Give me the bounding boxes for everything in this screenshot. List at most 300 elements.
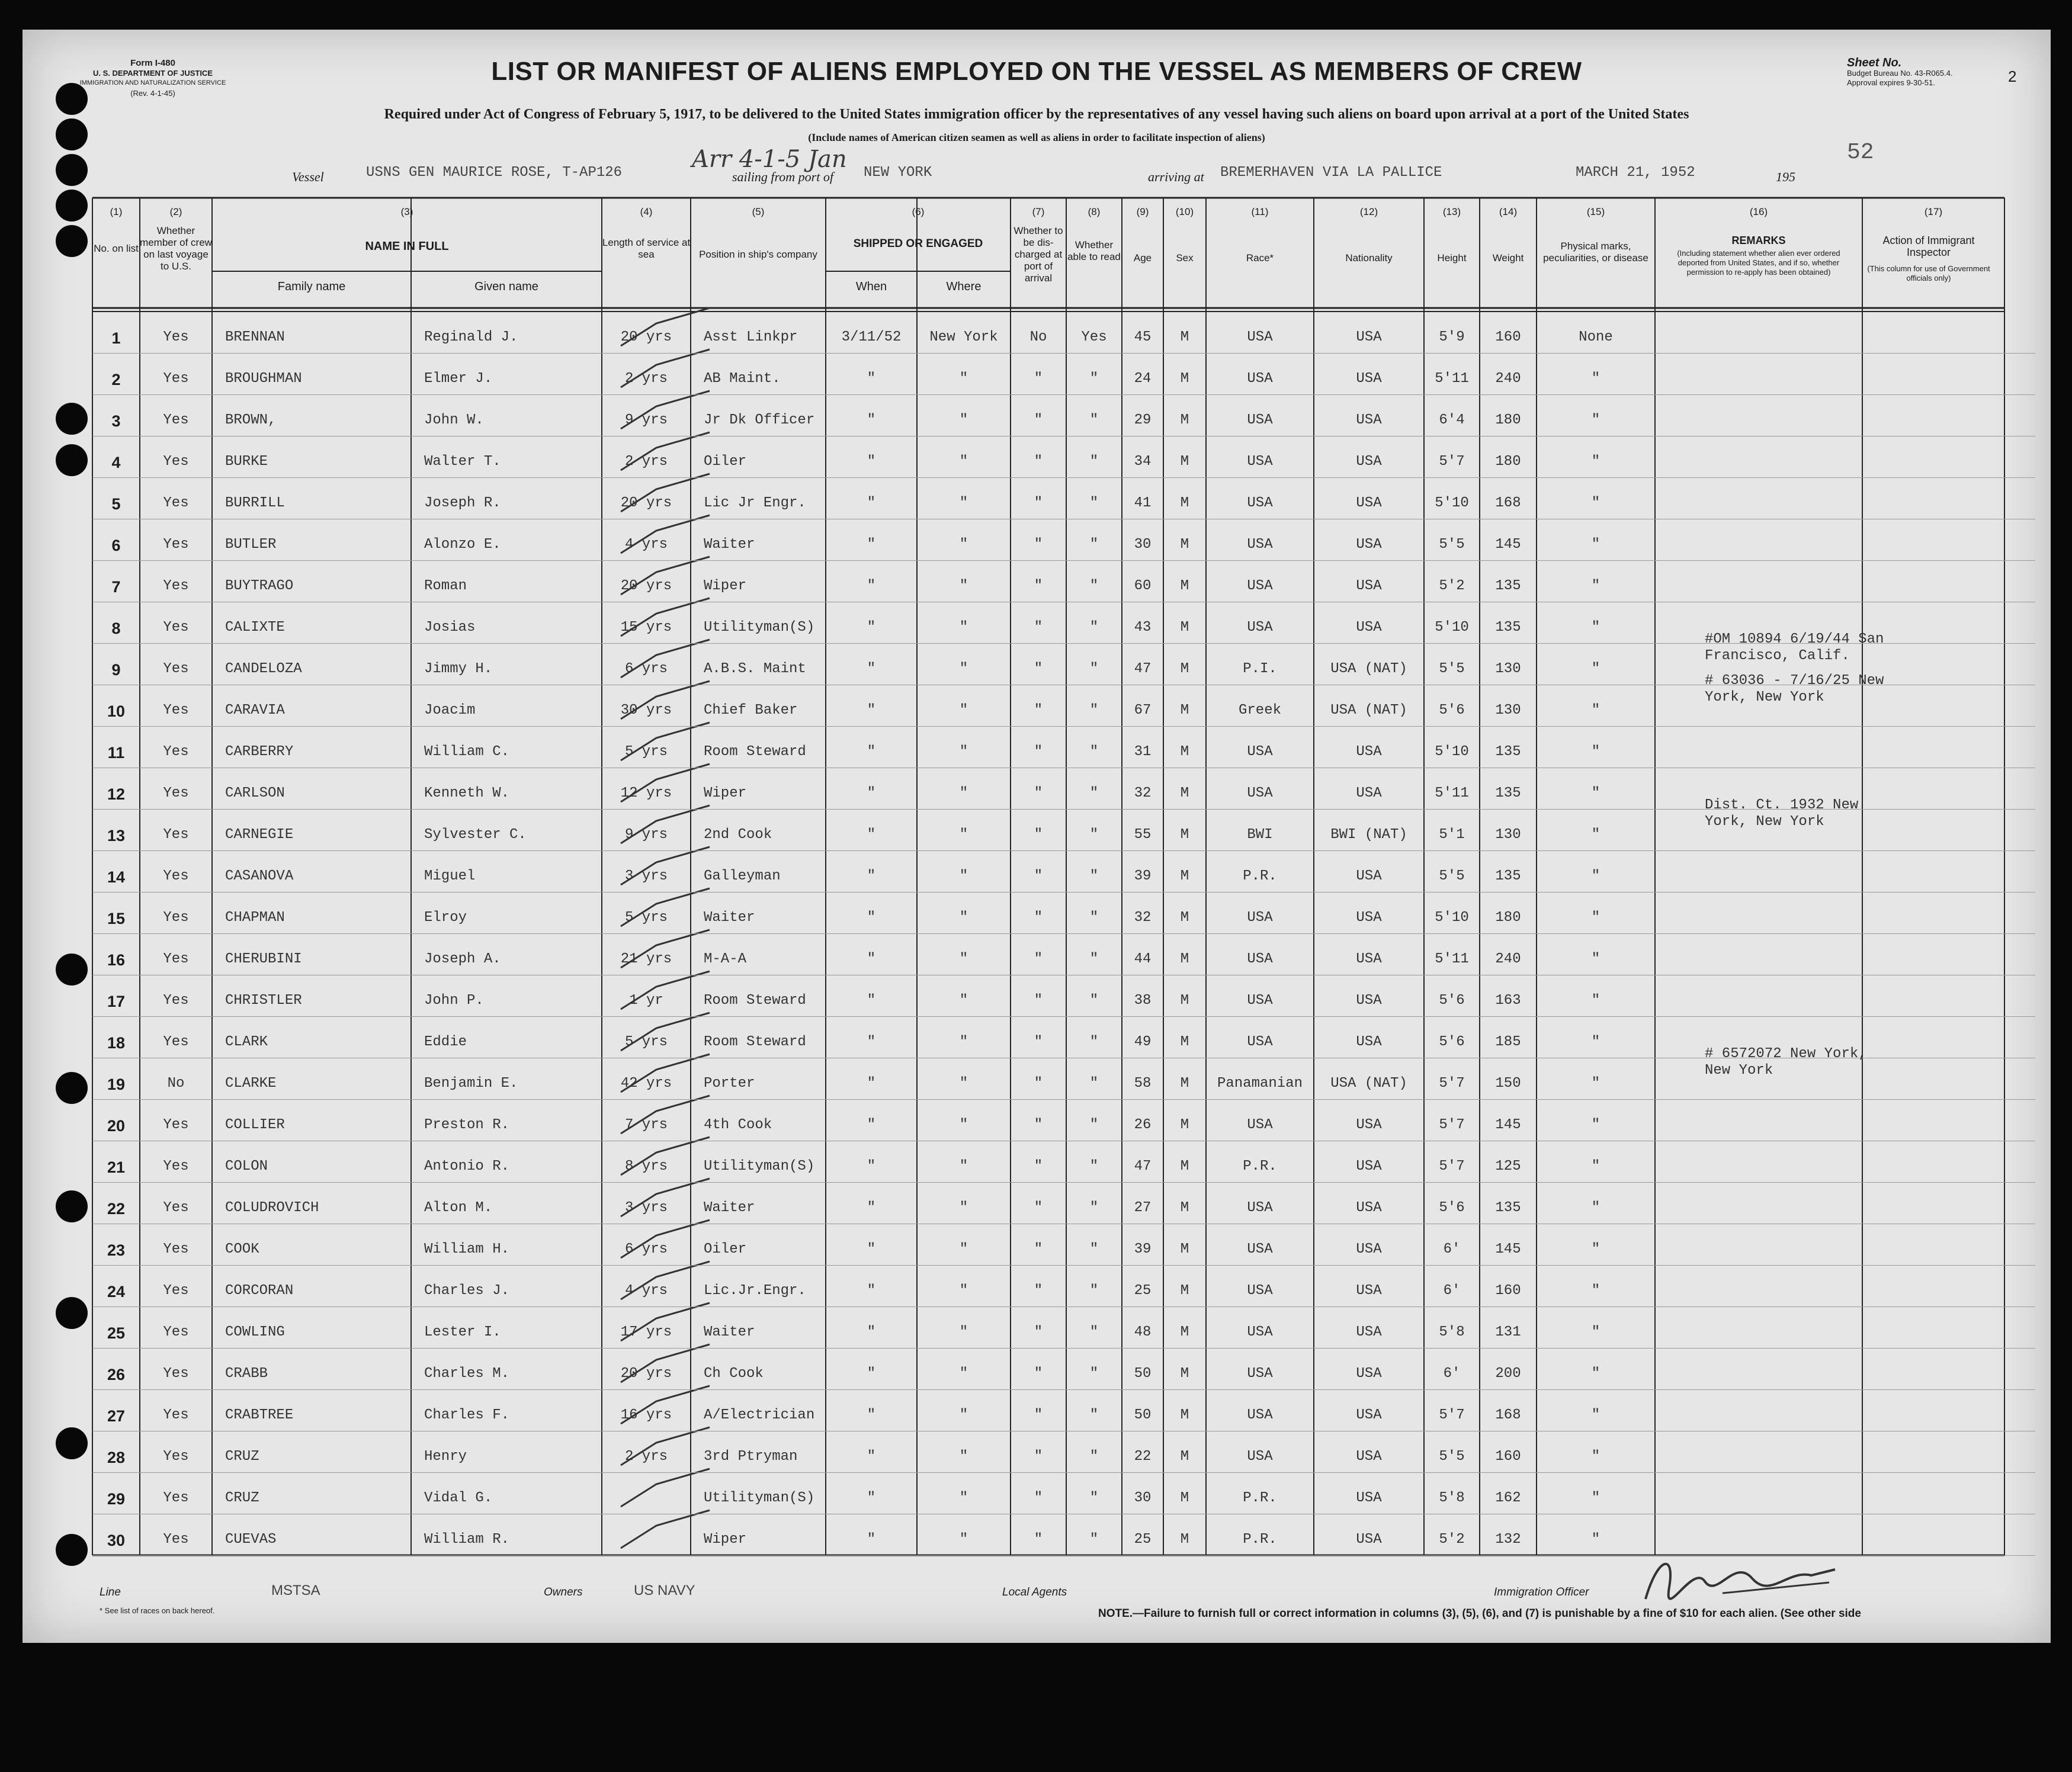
cell-position: Lic.Jr.Engr. (704, 1283, 806, 1299)
manifest-page (23, 30, 2051, 1643)
cell-last: No (167, 1076, 185, 1092)
cell-no: 30 (107, 1532, 126, 1549)
cell-no: 10 (107, 702, 126, 720)
cell-nat: USA (1356, 868, 1382, 884)
owners-label: Owners (544, 1586, 583, 1598)
cell-weight: 160 (1495, 329, 1521, 345)
cell-service: 4 yrs (624, 1283, 668, 1299)
cell-position: Waiter (704, 1324, 755, 1340)
cell-disch: " (1034, 1034, 1043, 1050)
vessel-name: USNS GEN MAURICE ROSE, T-AP126 (366, 165, 623, 181)
cell-weight: 125 (1495, 1158, 1521, 1174)
cell-last: Yes (163, 1117, 189, 1133)
cell-sex: M (1180, 1449, 1189, 1465)
cell-race: USA (1247, 495, 1273, 511)
cell-age: 50 (1134, 1366, 1152, 1382)
cell-marks: None (1579, 329, 1613, 345)
cell-last: Yes (163, 910, 189, 926)
cell-when: " (867, 371, 876, 387)
column-number: (3) (400, 206, 413, 217)
cell-when: " (867, 1449, 876, 1465)
cell-height: 5'7 (1439, 1117, 1465, 1133)
column-number: (4) (640, 206, 653, 217)
cell-position: Room Steward (704, 1034, 806, 1050)
cell-read: " (1089, 827, 1099, 843)
cell-when: " (867, 993, 876, 1009)
row-divider (92, 892, 2035, 893)
cell-disch: " (1034, 1449, 1043, 1465)
cell-no: 1 (111, 329, 121, 347)
cell-marks: " (1591, 1158, 1600, 1174)
cell-read: " (1089, 1366, 1099, 1382)
cell-read: " (1089, 1407, 1099, 1423)
cell-service: 8 yrs (624, 1158, 668, 1174)
hdr-action-sub: (This column for use of Government officials only) (1867, 264, 1990, 283)
cell-race: P.R. (1243, 868, 1277, 884)
cell-read: " (1089, 785, 1099, 801)
cell-read: " (1089, 1158, 1099, 1174)
cell-disch: " (1034, 951, 1043, 967)
cell-sex: M (1180, 868, 1189, 884)
cell-given: Charles F. (424, 1407, 510, 1423)
cell-height: 5'2 (1439, 1532, 1465, 1548)
cell-family: COLLIER (225, 1117, 285, 1133)
cell-given: Elroy (424, 910, 467, 926)
cell-given: Jimmy H. (424, 661, 493, 677)
cell-disch: " (1034, 1158, 1043, 1174)
cell-where: " (959, 1366, 968, 1382)
cell-nat: USA (1356, 495, 1382, 511)
cell-read: " (1089, 495, 1099, 511)
column-number: (5) (752, 206, 765, 217)
cell-family: CRABTREE (225, 1407, 294, 1423)
hdr-last-voyage: Whether member of crew on last voyage to U.S. (140, 225, 212, 272)
cell-service: 42 yrs (620, 1076, 672, 1092)
cell-when: " (867, 1532, 876, 1548)
cell-nat: USA (1356, 1449, 1382, 1465)
cell-marks: " (1591, 1366, 1600, 1382)
cell-no: 14 (107, 868, 126, 886)
cell-age: 39 (1134, 868, 1152, 884)
cell-read: " (1089, 744, 1099, 760)
hdr-height: Height (1437, 252, 1467, 264)
cell-read: " (1089, 1532, 1099, 1548)
cell-family: COWLING (225, 1324, 285, 1340)
cell-marks: " (1591, 702, 1600, 718)
cell-age: 32 (1134, 910, 1152, 926)
cell-marks: " (1591, 827, 1600, 843)
column-number: (7) (1032, 206, 1045, 217)
cell-nat: USA (1356, 1490, 1382, 1506)
cell-position: AB Maint. (704, 371, 781, 387)
column-number: (9) (1136, 206, 1149, 217)
cell-marks: " (1591, 993, 1600, 1009)
cell-family: CHRISTLER (225, 993, 302, 1009)
cell-sex: M (1180, 827, 1189, 843)
cell-disch: " (1034, 1490, 1043, 1506)
cell-service: 4 yrs (624, 537, 668, 553)
cell-marks: " (1591, 1200, 1600, 1216)
cell-nat: USA (1356, 785, 1382, 801)
cell-height: 5'10 (1435, 744, 1469, 760)
cell-read: Yes (1081, 329, 1107, 345)
cell-when: " (867, 702, 876, 718)
cell-age: 41 (1134, 495, 1152, 511)
cell-family: CRUZ (225, 1449, 259, 1465)
cell-when: " (867, 1200, 876, 1216)
cell-when: " (867, 1158, 876, 1174)
cell-disch: " (1034, 371, 1043, 387)
cell-when: " (867, 1283, 876, 1299)
cell-disch: " (1034, 993, 1043, 1009)
cell-sex: M (1180, 1117, 1189, 1133)
cell-sex: M (1180, 1283, 1189, 1299)
cell-age: 27 (1134, 1200, 1152, 1216)
budget-line-1: Budget Bureau No. 43-R065.4. (1847, 69, 1953, 78)
cell-weight: 145 (1495, 1241, 1521, 1257)
cell-age: 60 (1134, 578, 1152, 594)
cell-given: Lester I. (424, 1324, 501, 1340)
cell-sex: M (1180, 1366, 1189, 1382)
cell-race: USA (1247, 1407, 1273, 1423)
hdr-sex: Sex (1176, 252, 1194, 264)
cell-service: 20 yrs (620, 329, 672, 345)
cell-when: " (867, 454, 876, 470)
cell-nat: USA (1356, 993, 1382, 1009)
cell-given: John P. (424, 993, 484, 1009)
cell-read: " (1089, 1283, 1099, 1299)
cell-sex: M (1180, 495, 1189, 511)
cell-family: CRUZ (225, 1490, 259, 1506)
cell-age: 39 (1134, 1241, 1152, 1257)
cell-where: " (959, 1200, 968, 1216)
cell-service: 20 yrs (620, 495, 672, 511)
cell-given: Walter T. (424, 454, 501, 470)
cell-nat: USA (1356, 619, 1382, 635)
cell-last: Yes (163, 1200, 189, 1216)
sheet-block (1847, 58, 1953, 88)
cell-marks: " (1591, 785, 1600, 801)
cell-age: 58 (1134, 1076, 1152, 1092)
cell-sex: M (1180, 578, 1189, 594)
punch-hole (56, 1072, 88, 1104)
hdr-physical: Physical marks, peculiarities, or disease (1543, 240, 1648, 264)
cell-height: 5'8 (1439, 1324, 1465, 1340)
cell-remarks: #OM 10894 6/19/44 San Francisco, Calif. (1705, 631, 1884, 664)
cell-service: 2 yrs (624, 1449, 668, 1465)
cell-position: 3rd Ptryman (704, 1449, 798, 1465)
cell-no: 9 (111, 661, 121, 679)
cell-position: Asst Linkpr (704, 329, 798, 345)
cell-race: USA (1247, 744, 1273, 760)
row-divider (92, 1306, 2035, 1307)
cell-last: Yes (163, 619, 189, 635)
cell-service: 5 yrs (624, 1034, 668, 1050)
cell-read: " (1089, 1076, 1099, 1092)
column-number: (16) (1749, 206, 1768, 217)
row-divider (92, 477, 2035, 478)
cell-nat: USA (1356, 537, 1382, 553)
hdr-position: Position in ship's company (699, 249, 817, 260)
cell-height: 5'7 (1439, 454, 1465, 470)
cell-given: Sylvester C. (424, 827, 527, 843)
cell-race: USA (1247, 1366, 1273, 1382)
cell-where: " (959, 744, 968, 760)
cell-disch: " (1034, 412, 1043, 428)
hdr-no-on-list: No. on list (94, 243, 139, 254)
cell-marks: " (1591, 495, 1600, 511)
cell-height: 5'2 (1439, 578, 1465, 594)
cell-nat: USA (1356, 951, 1382, 967)
arriving-label: arriving at (1148, 169, 1204, 184)
cell-race: USA (1247, 1283, 1273, 1299)
cell-service: 9 yrs (624, 412, 668, 428)
cell-disch: " (1034, 910, 1043, 926)
owners-value: US NAVY (634, 1582, 695, 1598)
punch-hole (56, 954, 88, 985)
cell-family: CARBERRY (225, 744, 294, 760)
cell-family: CLARK (225, 1034, 268, 1050)
cell-nat: USA (1356, 744, 1382, 760)
cell-position: Room Steward (704, 744, 806, 760)
cell-nat: USA (1356, 1200, 1382, 1216)
cell-height: 5'11 (1435, 951, 1469, 967)
cell-sex: M (1180, 1532, 1189, 1548)
revision-date: (Rev. 4-1-45) (130, 89, 175, 98)
handwritten-arrival: Arr 4-1-5 Jan (692, 146, 847, 173)
cell-family: BROUGHMAN (225, 371, 302, 387)
cell-age: 24 (1134, 371, 1152, 387)
hdr-action: Action of Immigrant Inspector (1882, 235, 1975, 258)
cell-sex: M (1180, 1407, 1189, 1423)
agents-label: Local Agents (1002, 1586, 1067, 1598)
cell-height: 6' (1443, 1241, 1461, 1257)
cell-family: CHERUBINI (225, 951, 302, 967)
cell-weight: 160 (1495, 1449, 1521, 1465)
cell-family: COOK (225, 1241, 259, 1257)
cell-last: Yes (163, 329, 189, 345)
cell-nat: USA (NAT) (1330, 1076, 1407, 1092)
cell-race: P.R. (1243, 1490, 1277, 1506)
hdr-able-read: Whether able to read (1067, 239, 1121, 262)
cell-marks: " (1591, 1283, 1600, 1299)
cell-read: " (1089, 1241, 1099, 1257)
cell-position: Waiter (704, 910, 755, 926)
cell-family: CARNEGIE (225, 827, 294, 843)
cell-position: Wiper (704, 785, 747, 801)
cell-race: USA (1247, 1324, 1273, 1340)
cell-given: Charles J. (424, 1283, 510, 1299)
service-name: IMMIGRATION AND NATURALIZATION SERVICE (79, 79, 226, 86)
cell-height: 5'5 (1439, 537, 1465, 553)
punch-hole (56, 1297, 88, 1329)
cell-sex: M (1180, 951, 1189, 967)
year-suffix: 195 (1776, 169, 1795, 184)
cell-race: USA (1247, 1241, 1273, 1257)
cell-where: " (959, 785, 968, 801)
cell-age: 32 (1134, 785, 1152, 801)
cell-race: P.I. (1243, 661, 1277, 677)
cell-age: 29 (1134, 412, 1152, 428)
cell-marks: " (1591, 1117, 1600, 1133)
cell-height: 5'5 (1439, 868, 1465, 884)
cell-nat: USA (1356, 1117, 1382, 1133)
cell-disch: " (1034, 744, 1043, 760)
cell-position: Lic Jr Engr. (704, 495, 806, 511)
cell-no: 22 (107, 1200, 126, 1218)
cell-weight: 130 (1495, 702, 1521, 718)
row-divider (92, 353, 2035, 354)
cell-service: 5 yrs (624, 744, 668, 760)
cell-marks: " (1591, 1449, 1600, 1465)
cell-where: " (959, 495, 968, 511)
cell-age: 45 (1134, 329, 1152, 345)
cell-weight: 185 (1495, 1034, 1521, 1050)
cell-no: 17 (107, 993, 126, 1010)
cell-disch: " (1034, 702, 1043, 718)
punch-hole (56, 190, 88, 222)
cell-weight: 240 (1495, 371, 1521, 387)
cell-when: " (867, 1490, 876, 1506)
cell-weight: 135 (1495, 1200, 1521, 1216)
cell-last: Yes (163, 1034, 189, 1050)
cell-family: CRABB (225, 1366, 268, 1382)
cell-disch: " (1034, 1241, 1043, 1257)
cell-weight: 168 (1495, 495, 1521, 511)
cell-marks: " (1591, 454, 1600, 470)
cell-disch: " (1034, 1532, 1043, 1548)
cell-height: 5'6 (1439, 993, 1465, 1009)
cell-sex: M (1180, 454, 1189, 470)
cell-marks: " (1591, 371, 1600, 387)
cell-marks: " (1591, 951, 1600, 967)
inclusion-note: (Include names of American citizen seamen as well as aliens in order to facilitate inspection of aliens) (808, 131, 1265, 143)
cell-weight: 163 (1495, 993, 1521, 1009)
cell-last: Yes (163, 661, 189, 677)
cell-position: Utilityman(S) (704, 1490, 815, 1506)
cell-when: " (867, 1117, 876, 1133)
cell-weight: 135 (1495, 868, 1521, 884)
cell-no: 25 (107, 1324, 126, 1342)
cell-family: BUTLER (225, 537, 277, 553)
cell-disch: " (1034, 1366, 1043, 1382)
cell-marks: " (1591, 412, 1600, 428)
cell-given: Alton M. (424, 1200, 493, 1216)
cell-read: " (1089, 537, 1099, 553)
cell-height: 5'11 (1435, 785, 1469, 801)
cell-family: CUEVAS (225, 1532, 277, 1548)
cell-disch: " (1034, 868, 1043, 884)
column-number: (15) (1586, 206, 1605, 217)
cell-race: USA (1247, 1117, 1273, 1133)
cell-race: USA (1247, 329, 1273, 345)
cell-age: 67 (1134, 702, 1152, 718)
cell-no: 12 (107, 785, 126, 803)
officer-signature (1634, 1546, 1847, 1611)
cell-given: Elmer J. (424, 371, 493, 387)
cell-race: Greek (1238, 702, 1281, 718)
cell-race: P.R. (1243, 1532, 1277, 1548)
cell-position: Galleyman (704, 868, 781, 884)
cell-position: Waiter (704, 1200, 755, 1216)
sheet-number: 2 (2008, 68, 2017, 85)
column-number: (12) (1359, 206, 1378, 217)
cell-when: " (867, 868, 876, 884)
cell-sex: M (1180, 993, 1189, 1009)
cell-weight: 150 (1495, 1076, 1521, 1092)
column-number: (8) (1088, 206, 1101, 217)
cell-read: " (1089, 412, 1099, 428)
cell-last: Yes (163, 1449, 189, 1465)
cell-where: " (959, 412, 968, 428)
row-divider (92, 1472, 2035, 1473)
cell-nat: USA (1356, 1283, 1382, 1299)
cell-when: " (867, 1076, 876, 1092)
cell-read: " (1089, 619, 1099, 635)
cell-when: " (867, 619, 876, 635)
cell-given: Vidal G. (424, 1490, 493, 1506)
cell-sex: M (1180, 1034, 1189, 1050)
punch-hole (56, 403, 88, 435)
cell-height: 5'8 (1439, 1490, 1465, 1506)
line-label: Line (100, 1586, 121, 1598)
cell-disch: " (1034, 661, 1043, 677)
line-value: MSTSA (271, 1582, 320, 1598)
cell-height: 5'10 (1435, 495, 1469, 511)
cell-weight: 240 (1495, 951, 1521, 967)
row-divider (92, 1182, 2035, 1183)
cell-where: " (959, 910, 968, 926)
row-divider (92, 1016, 2035, 1017)
cell-given: Josias (424, 619, 476, 635)
cell-age: 47 (1134, 1158, 1152, 1174)
cell-no: 19 (107, 1076, 126, 1093)
cell-given: John W. (424, 412, 484, 428)
cell-service: 30 yrs (620, 702, 672, 718)
cell-read: " (1089, 454, 1099, 470)
cell-last: Yes (163, 1407, 189, 1423)
cell-no: 21 (107, 1158, 126, 1176)
cell-where: " (959, 1449, 968, 1465)
cell-given: Joacim (424, 702, 476, 718)
cell-sex: M (1180, 1324, 1189, 1340)
cell-no: 18 (107, 1034, 126, 1052)
hdr-remarks: REMARKS (1731, 235, 1786, 246)
voyage-date: MARCH 21, 1952 (1576, 165, 1695, 181)
cell-marks: " (1591, 1407, 1600, 1423)
hdr-where: Where (946, 280, 982, 293)
cell-position: Wiper (704, 578, 747, 594)
cell-age: 30 (1134, 537, 1152, 553)
cell-disch: " (1034, 454, 1043, 470)
punch-hole (56, 225, 88, 257)
department-name: U. S. DEPARTMENT OF JUSTICE (93, 69, 213, 78)
cell-age: 22 (1134, 1449, 1152, 1465)
cell-position: Chief Baker (704, 702, 798, 718)
cell-read: " (1089, 1449, 1099, 1465)
cell-disch: " (1034, 495, 1043, 511)
cell-position: 2nd Cook (704, 827, 772, 843)
cell-height: 5'7 (1439, 1076, 1465, 1092)
cell-when: " (867, 744, 876, 760)
cell-where: New York (929, 329, 998, 345)
cell-disch: " (1034, 1324, 1043, 1340)
cell-weight: 180 (1495, 454, 1521, 470)
cell-sex: M (1180, 1241, 1189, 1257)
cell-service: 1 yr (629, 993, 663, 1009)
row-divider (92, 1099, 2035, 1100)
cell-given: Reginald J. (424, 329, 518, 345)
